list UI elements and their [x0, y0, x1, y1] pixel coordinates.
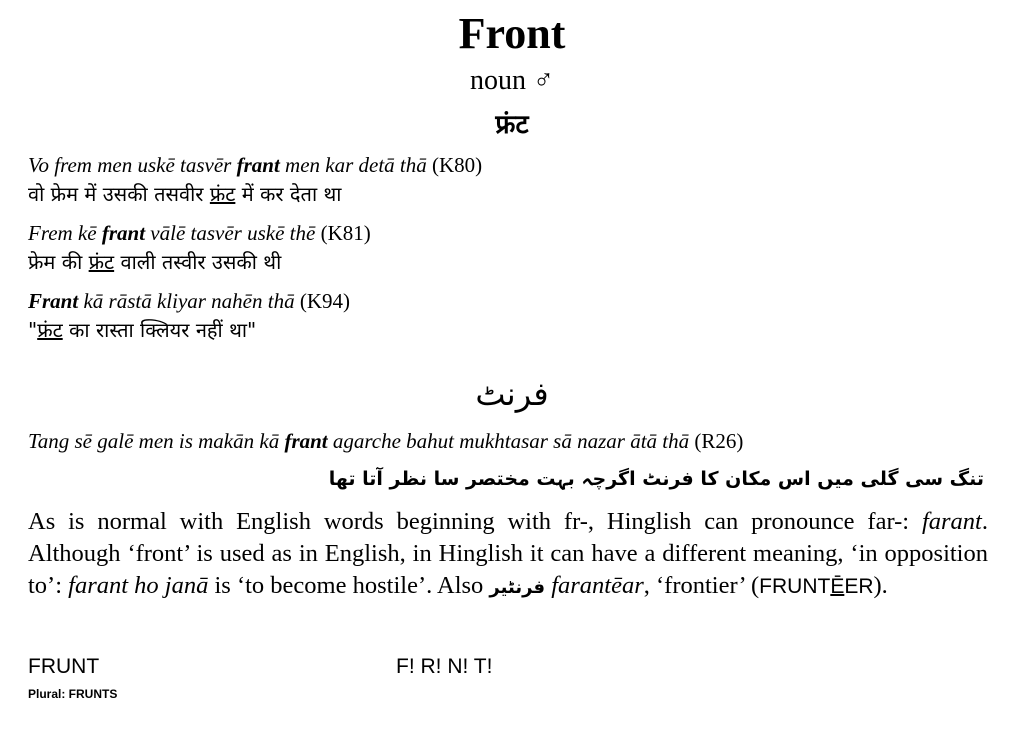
example-deva-keyword: फ्रंट — [37, 318, 63, 342]
pronunciation-spelled: F! R! N! T! — [396, 655, 493, 678]
example-keyword: frant — [284, 429, 328, 453]
note-pronunciation: FRUNT — [759, 575, 831, 598]
note-text: is ‘to become hostile’. Also — [208, 572, 490, 599]
example-deva-text: वाली तस्वीर उसकी थी — [114, 250, 282, 274]
pronunciation-word: FRUNT — [28, 655, 100, 678]
note-text: As is normal with English words beginning with fr-, Hinglish can pronounce far-: — [28, 508, 922, 535]
example-translit-2 — [28, 220, 371, 246]
example-ref: (R26) — [689, 429, 744, 453]
example-deva-text: का रास्ता क्लियर नहीं था" — [62, 318, 257, 342]
example-text: men kar detā thā — [279, 153, 427, 177]
note-italic: farant ho janā — [68, 572, 209, 599]
example-deva-text: में कर देता था — [235, 182, 342, 206]
example-ref: (K80) — [426, 153, 483, 177]
urdu-example-translit — [28, 428, 743, 454]
note-pronunciation: ER — [844, 575, 874, 598]
example-translit-3 — [28, 288, 350, 314]
example-deva-text: " — [28, 318, 38, 342]
example-text: vālē tasvēr uskē thē — [145, 221, 316, 245]
example-deva-keyword: फ्रंट — [209, 182, 236, 206]
note-pronunciation-stress: Ē — [830, 575, 845, 598]
note-italic: farant — [921, 508, 982, 535]
example-deva-text: फ्रेम की — [28, 250, 89, 274]
headword: Front — [458, 9, 566, 58]
example-deva-keyword: फ्रंट — [88, 250, 115, 274]
part-of-speech: noun ♂ — [470, 65, 554, 96]
example-keyword: frant — [236, 153, 280, 177]
example-deva-text: वो फ्रेम में उसकी तसवीर — [28, 182, 210, 206]
urdu-example: تنگ سی گلی میں اس مکان کا فرنٹ اگرچہ بہت مختصر سا نظر آتا تھا — [328, 468, 984, 490]
example-devanagari-1 — [28, 180, 341, 208]
example-keyword: frant — [101, 221, 146, 245]
example-text: Tang sē galē men is makān kā — [28, 429, 285, 453]
note-text: . Although ‘front’ is used as in English, in Hinglish it can have a different meaning, ‘in opposition to’: — [28, 508, 988, 599]
devanagari-headword: फ्रंट — [495, 110, 529, 140]
example-keyword: Frant — [28, 289, 79, 313]
note-text: , ‘frontier’ ( — [643, 572, 760, 599]
usage-note — [28, 506, 988, 604]
example-text: agarche bahut mukhtasar sā nazar ātā thā — [327, 429, 690, 453]
plural-form: Plural: FRUNTS — [28, 687, 118, 701]
example-text: kā rāstā kliyar nahēn thā — [78, 289, 295, 313]
note-text: ). — [873, 572, 888, 599]
example-ref: (K94) — [294, 289, 350, 313]
example-ref: (K81) — [315, 221, 371, 245]
example-text: Frem kē — [28, 221, 102, 245]
example-translit-1 — [28, 152, 482, 178]
note-italic: farantēar — [545, 572, 644, 599]
note-urdu-word: فرنٹیر — [489, 577, 546, 598]
example-devanagari-3 — [28, 316, 256, 344]
urdu-headword: فرنٹ — [475, 375, 549, 413]
example-text: Vo frem men uskē tasvēr — [28, 153, 237, 177]
example-devanagari-2 — [28, 248, 281, 276]
